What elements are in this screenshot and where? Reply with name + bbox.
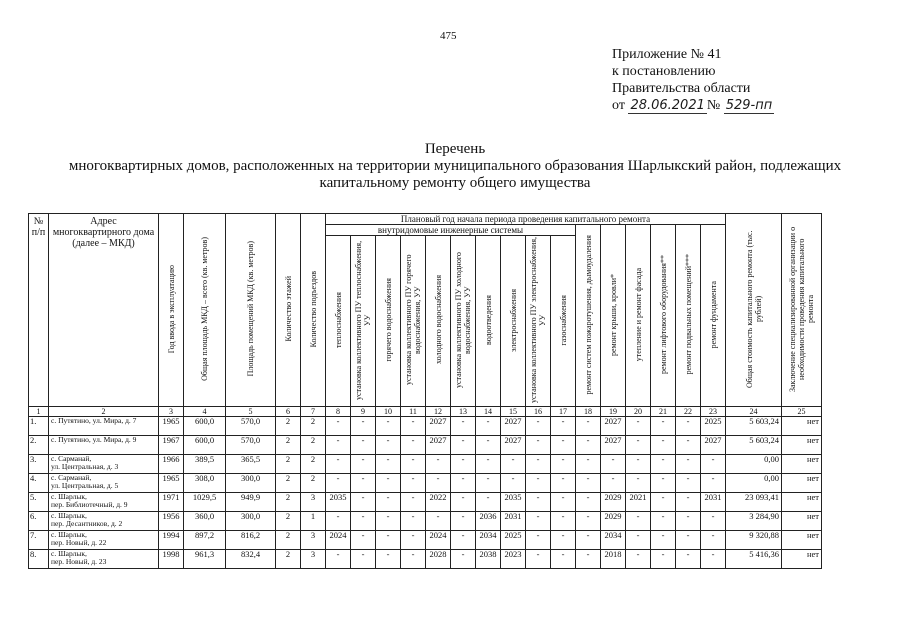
table-cell: 2025 xyxy=(501,531,526,550)
column-number: 7 xyxy=(301,407,326,417)
column-number: 2 xyxy=(49,407,159,417)
table-cell: - xyxy=(576,493,601,512)
table-cell: - xyxy=(476,436,501,455)
table-cell: 2 xyxy=(276,436,301,455)
header-sub-hot-water: горячего водоснабжения xyxy=(376,236,401,407)
table-cell: - xyxy=(676,493,701,512)
table-cell: - xyxy=(626,436,651,455)
column-number: 21 xyxy=(651,407,676,417)
table-cell: 2027 xyxy=(501,436,526,455)
row-number: 3. xyxy=(29,455,49,474)
table-cell: 1994 xyxy=(159,531,184,550)
table-cell: - xyxy=(376,550,401,569)
header-no: № п/п xyxy=(29,214,49,407)
address-line-2: пер. Библиотечный, д. 9 xyxy=(51,500,128,509)
column-number: 22 xyxy=(676,407,701,417)
row-address xyxy=(49,550,159,569)
column-number: 8 xyxy=(326,407,351,417)
table-cell: 2038 xyxy=(476,550,501,569)
table-cell: - xyxy=(551,455,576,474)
row-address xyxy=(49,474,159,493)
table-cell: нет xyxy=(782,531,822,550)
column-number: 12 xyxy=(426,407,451,417)
column-number: 23 xyxy=(701,407,726,417)
table-cell: - xyxy=(476,474,501,493)
table-cell: - xyxy=(601,474,626,493)
table-cell: - xyxy=(451,455,476,474)
table-cell: 2031 xyxy=(501,512,526,531)
column-number: 1 xyxy=(29,407,49,417)
table-cell: - xyxy=(376,493,401,512)
table-cell: - xyxy=(676,531,701,550)
table-cell: 365,5 xyxy=(226,455,276,474)
table-cell: - xyxy=(526,493,551,512)
row-number: 6. xyxy=(29,512,49,531)
table-cell: 2025 xyxy=(701,417,726,436)
header-entrances: Количество подъездов xyxy=(301,214,326,407)
table-cell: 600,0 xyxy=(184,417,226,436)
row-address xyxy=(49,493,159,512)
table-cell: 389,5 xyxy=(184,455,226,474)
handwritten-number: 529-пп xyxy=(725,98,773,113)
table-cell: - xyxy=(601,455,626,474)
header-premises-area: Площадь помещений МКД (кв. метров) xyxy=(226,214,276,407)
table-cell: 897,2 xyxy=(184,531,226,550)
header-lift: ремонт лифтового оборудования** xyxy=(651,225,676,407)
table-cell: - xyxy=(501,455,526,474)
table-cell: 2 xyxy=(276,550,301,569)
houses-table-wrapper xyxy=(28,213,822,569)
table-cell: - xyxy=(551,417,576,436)
table-cell: 1956 xyxy=(159,512,184,531)
table-cell: 2 xyxy=(276,531,301,550)
header-sub-cold-water: холодного водоснабжения xyxy=(426,236,451,407)
table-cell: 2035 xyxy=(501,493,526,512)
row-address xyxy=(49,531,159,550)
table-cell: - xyxy=(401,531,426,550)
table-cell: 2035 xyxy=(326,493,351,512)
table-cell: 2036 xyxy=(476,512,501,531)
table-cell: нет xyxy=(782,474,822,493)
table-cell: - xyxy=(576,436,601,455)
header-conclusion: Заключение специализированной организации о необходимости проведения капитального ремонта xyxy=(782,214,822,407)
table-cell: - xyxy=(701,531,726,550)
table-cell: 5 603,24 xyxy=(726,436,782,455)
table-cell: - xyxy=(426,474,451,493)
table-cell: 2021 xyxy=(626,493,651,512)
table-row xyxy=(29,512,822,531)
header-sub-cold-water-meter: установка коллективного ПУ холодного водоснабжения, УУ xyxy=(451,236,476,407)
table-cell: - xyxy=(676,550,701,569)
table-cell: 570,0 xyxy=(226,417,276,436)
address-line-2: ул. Центральная, д. 3 xyxy=(51,462,119,471)
number-sign: № xyxy=(706,98,721,113)
table-cell: 0,00 xyxy=(726,455,782,474)
header-sub-electric: электроснабжения xyxy=(501,236,526,407)
table-cell: - xyxy=(426,512,451,531)
table-cell: 1998 xyxy=(159,550,184,569)
table-cell: 5 603,24 xyxy=(726,417,782,436)
column-number: 9 xyxy=(351,407,376,417)
table-cell: 949,9 xyxy=(226,493,276,512)
table-cell: - xyxy=(351,512,376,531)
table-cell: 0,00 xyxy=(726,474,782,493)
table-cell: - xyxy=(351,550,376,569)
column-number: 3 xyxy=(159,407,184,417)
row-address xyxy=(49,417,159,436)
appendix-from: от xyxy=(612,98,625,113)
header-sub-gas: газоснабжения xyxy=(551,236,576,407)
table-cell: - xyxy=(376,417,401,436)
header-sub-heat-meter: установка коллективного ПУ теплоснабжения, УУ xyxy=(351,236,376,407)
table-cell: - xyxy=(701,455,726,474)
table-cell: 1 xyxy=(301,512,326,531)
table-cell: 2 xyxy=(276,455,301,474)
table-cell: 2 xyxy=(301,417,326,436)
table-cell: 2 xyxy=(301,474,326,493)
column-number: 14 xyxy=(476,407,501,417)
table-cell: 1965 xyxy=(159,417,184,436)
table-cell: 308,0 xyxy=(184,474,226,493)
row-address xyxy=(49,455,159,474)
table-cell: 3 xyxy=(301,493,326,512)
table-cell: - xyxy=(401,455,426,474)
table-cell: 816,2 xyxy=(226,531,276,550)
table-cell: - xyxy=(676,474,701,493)
table-cell: - xyxy=(451,493,476,512)
table-cell: - xyxy=(376,474,401,493)
column-number: 24 xyxy=(726,407,782,417)
table-cell: - xyxy=(551,493,576,512)
address-line-1: с. Шарлык, xyxy=(51,492,87,501)
table-row xyxy=(29,455,822,474)
header-sub-drainage: водоотведения xyxy=(476,236,501,407)
table-cell: - xyxy=(501,474,526,493)
table-cell: 2 xyxy=(276,474,301,493)
title-line-1: Перечень xyxy=(424,141,486,157)
table-cell: - xyxy=(326,417,351,436)
table-cell: 570,0 xyxy=(226,436,276,455)
table-cell: 3 xyxy=(301,531,326,550)
table-cell: 2027 xyxy=(501,417,526,436)
table-cell: - xyxy=(451,417,476,436)
table-cell: 2028 xyxy=(426,550,451,569)
table-cell: - xyxy=(351,436,376,455)
table-cell: - xyxy=(451,531,476,550)
address-line-1: с. Путятино, ул. Мира, д. 9 xyxy=(51,435,137,444)
table-cell: - xyxy=(701,474,726,493)
table-cell: 2027 xyxy=(601,436,626,455)
table-cell: - xyxy=(401,493,426,512)
table-cell: 2 xyxy=(276,417,301,436)
row-number: 5. xyxy=(29,493,49,512)
table-cell: - xyxy=(326,436,351,455)
table-cell: - xyxy=(351,531,376,550)
table-cell: - xyxy=(401,417,426,436)
table-cell: - xyxy=(476,417,501,436)
table-cell: - xyxy=(576,417,601,436)
column-number: 5 xyxy=(226,407,276,417)
table-row xyxy=(29,436,822,455)
appendix-line-4 xyxy=(612,97,774,114)
table-cell: 1967 xyxy=(159,436,184,455)
header-sub-hot-water-meter: установка коллективного ПУ горячего водоснабжения, УУ xyxy=(401,236,426,407)
houses-table xyxy=(28,213,822,569)
table-cell: 2018 xyxy=(601,550,626,569)
row-number: 1. xyxy=(29,417,49,436)
table-cell: 360,0 xyxy=(184,512,226,531)
table-cell: - xyxy=(351,474,376,493)
table-cell: 2 xyxy=(276,512,301,531)
table-cell: нет xyxy=(782,455,822,474)
title-line-2: многоквартирных домов, расположенных на территории муниципального образования Шарлыкский район, подлежащих xyxy=(68,158,842,174)
table-cell: - xyxy=(376,455,401,474)
header-sub-heat: теплоснабжения xyxy=(326,236,351,407)
table-cell: - xyxy=(401,474,426,493)
table-cell: - xyxy=(526,436,551,455)
address-line-2: пер. Новый, д. 23 xyxy=(51,557,107,566)
table-row xyxy=(29,531,822,550)
table-cell: 1971 xyxy=(159,493,184,512)
table-cell: - xyxy=(351,493,376,512)
table-cell: нет xyxy=(782,550,822,569)
table-cell: нет xyxy=(782,436,822,455)
table-cell: - xyxy=(526,417,551,436)
row-number: 7. xyxy=(29,531,49,550)
table-cell: 3 284,90 xyxy=(726,512,782,531)
row-number: 2. xyxy=(29,436,49,455)
table-cell: - xyxy=(376,531,401,550)
column-number: 16 xyxy=(526,407,551,417)
table-cell: 961,3 xyxy=(184,550,226,569)
table-cell: 2024 xyxy=(326,531,351,550)
table-cell: 2027 xyxy=(601,417,626,436)
appendix-block xyxy=(612,46,774,114)
table-cell: - xyxy=(326,474,351,493)
table-cell: 2023 xyxy=(501,550,526,569)
table-cell: - xyxy=(626,417,651,436)
table-cell: - xyxy=(426,455,451,474)
header-address: Адрес многоквартирного дома (далее – МКД) xyxy=(49,214,159,407)
table-row xyxy=(29,474,822,493)
table-cell: - xyxy=(651,512,676,531)
column-number: 17 xyxy=(551,407,576,417)
table-cell: - xyxy=(351,455,376,474)
header-year: Год ввода в эксплуатацию xyxy=(159,214,184,407)
table-row xyxy=(29,493,822,512)
table-cell: - xyxy=(651,550,676,569)
table-cell: - xyxy=(526,531,551,550)
table-cell: - xyxy=(576,455,601,474)
table-cell: 2029 xyxy=(601,493,626,512)
handwritten-date: 28.06.2021 xyxy=(630,98,705,113)
table-cell: нет xyxy=(782,512,822,531)
column-number: 15 xyxy=(501,407,526,417)
header-floors: Количество этажей xyxy=(276,214,301,407)
appendix-line-1: Приложение № 41 xyxy=(612,47,722,62)
table-cell: 3 xyxy=(301,550,326,569)
column-number: 6 xyxy=(276,407,301,417)
table-cell: 2029 xyxy=(601,512,626,531)
table-cell: 2027 xyxy=(426,436,451,455)
table-cell: - xyxy=(626,455,651,474)
column-number: 19 xyxy=(601,407,626,417)
table-cell: 2034 xyxy=(601,531,626,550)
address-line-1: с. Сарманай, xyxy=(51,454,92,463)
table-cell: 300,0 xyxy=(226,474,276,493)
table-cell: 2034 xyxy=(476,531,501,550)
table-cell: 2 xyxy=(301,436,326,455)
address-line-1: с. Путятино, ул. Мира, д. 7 xyxy=(51,416,137,425)
table-cell: - xyxy=(451,436,476,455)
table-cell: 9 320,88 xyxy=(726,531,782,550)
table-cell: - xyxy=(676,455,701,474)
header-fire: ремонт систем пожаротушения, дымоудаления xyxy=(576,225,601,407)
appendix-line-3: Правительства области xyxy=(612,81,751,96)
table-cell: 2027 xyxy=(426,417,451,436)
table-cell: - xyxy=(376,436,401,455)
table-cell: - xyxy=(676,512,701,531)
table-cell: 600,0 xyxy=(184,436,226,455)
table-cell: - xyxy=(526,512,551,531)
table-cell: - xyxy=(326,455,351,474)
address-line-2: пер. Десантников, д. 2 xyxy=(51,519,123,528)
table-cell: - xyxy=(676,436,701,455)
table-cell: 2022 xyxy=(426,493,451,512)
table-cell: - xyxy=(651,455,676,474)
title-line-3: капитальному ремонту общего имущества xyxy=(319,175,591,191)
table-cell: 23 093,41 xyxy=(726,493,782,512)
header-roof: ремонт крыши, кровли* xyxy=(601,225,626,407)
address-line-1: с. Шарлык, xyxy=(51,549,87,558)
table-cell: - xyxy=(526,474,551,493)
column-number: 11 xyxy=(401,407,426,417)
table-cell: - xyxy=(401,512,426,531)
column-numbers-row xyxy=(29,407,822,417)
table-row xyxy=(29,417,822,436)
table-cell: - xyxy=(626,531,651,550)
table-cell: 832,4 xyxy=(226,550,276,569)
table-cell: 1029,5 xyxy=(184,493,226,512)
table-cell: - xyxy=(351,417,376,436)
table-cell: - xyxy=(626,474,651,493)
header-basement: ремонт подвальных помещений*** xyxy=(676,225,701,407)
row-number: 4. xyxy=(29,474,49,493)
header-sub-electric-meter: установка коллективного ПУ электроснабжения, УУ xyxy=(526,236,551,407)
table-cell: - xyxy=(651,417,676,436)
header-internal-group: внутридомовые инженерные системы xyxy=(326,225,576,236)
table-cell: - xyxy=(651,493,676,512)
table-cell: - xyxy=(451,474,476,493)
table-body xyxy=(29,417,822,569)
table-cell: - xyxy=(376,512,401,531)
table-cell: - xyxy=(476,455,501,474)
address-line-2: пер. Новый, д. 22 xyxy=(51,538,107,547)
table-cell: - xyxy=(326,550,351,569)
row-number: 8. xyxy=(29,550,49,569)
table-cell: - xyxy=(576,550,601,569)
address-line-1: с. Сарманай, xyxy=(51,473,92,482)
column-number: 10 xyxy=(376,407,401,417)
table-cell: - xyxy=(576,512,601,531)
table-cell: 300,0 xyxy=(226,512,276,531)
table-cell: - xyxy=(551,531,576,550)
address-line-1: с. Шарлык, xyxy=(51,511,87,520)
table-row xyxy=(29,550,822,569)
table-cell: - xyxy=(401,550,426,569)
header-plan-group: Плановый год начала периода проведения капитального ремонта xyxy=(326,214,726,225)
header-foundation: ремонт фундамента xyxy=(701,225,726,407)
header-total-area: Общая площадь МКД – всего (кв. метров) xyxy=(184,214,226,407)
table-cell: - xyxy=(701,550,726,569)
table-cell: - xyxy=(651,436,676,455)
row-address xyxy=(49,436,159,455)
table-cell: 2 xyxy=(301,455,326,474)
table-cell: - xyxy=(626,550,651,569)
table-cell: нет xyxy=(782,417,822,436)
table-cell: нет xyxy=(782,493,822,512)
table-cell: 1966 xyxy=(159,455,184,474)
table-cell: - xyxy=(576,531,601,550)
table-cell: - xyxy=(476,493,501,512)
table-cell: - xyxy=(676,417,701,436)
page-number: 475 xyxy=(440,30,457,42)
table-cell: - xyxy=(701,512,726,531)
header-facade: утепление и ремонт фасада xyxy=(626,225,651,407)
address-line-1: с. Шарлык, xyxy=(51,530,87,539)
table-cell: - xyxy=(551,512,576,531)
table-cell: - xyxy=(526,455,551,474)
row-address xyxy=(49,512,159,531)
table-cell: - xyxy=(401,436,426,455)
column-number: 4 xyxy=(184,407,226,417)
table-cell: - xyxy=(326,512,351,531)
table-cell: - xyxy=(651,474,676,493)
table-cell: 2027 xyxy=(701,436,726,455)
table-cell: - xyxy=(551,550,576,569)
table-cell: - xyxy=(576,474,601,493)
table-cell: 1965 xyxy=(159,474,184,493)
document-title xyxy=(40,141,870,192)
table-cell: 2024 xyxy=(426,531,451,550)
table-cell: - xyxy=(451,550,476,569)
table-cell: - xyxy=(626,512,651,531)
table-cell: 2031 xyxy=(701,493,726,512)
table-cell: 5 416,36 xyxy=(726,550,782,569)
column-number: 25 xyxy=(782,407,822,417)
column-number: 20 xyxy=(626,407,651,417)
appendix-line-2: к постановлению xyxy=(612,64,716,79)
table-cell: - xyxy=(451,512,476,531)
column-number: 13 xyxy=(451,407,476,417)
table-cell: - xyxy=(526,550,551,569)
column-number: 18 xyxy=(576,407,601,417)
table-cell: - xyxy=(651,531,676,550)
header-cost: Общая стоимость капитального ремонта (тыс. рублей) xyxy=(726,214,782,407)
table-cell: 2 xyxy=(276,493,301,512)
address-line-2: ул. Центральная, д. 5 xyxy=(51,481,119,490)
table-cell: - xyxy=(551,436,576,455)
table-cell: - xyxy=(551,474,576,493)
